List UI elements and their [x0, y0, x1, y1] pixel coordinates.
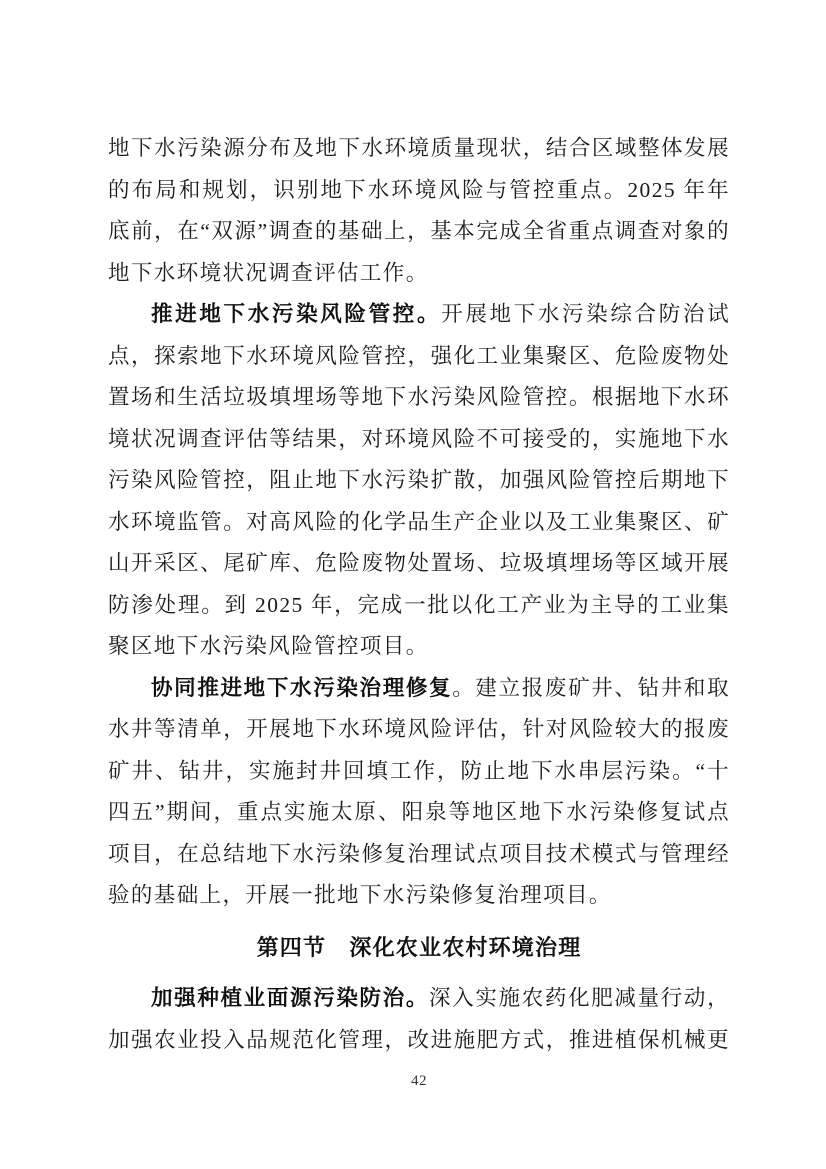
- paragraph-risk-control: [108, 294, 730, 668]
- paragraph-groundwater-survey: [108, 128, 730, 294]
- page-number: 42: [411, 1073, 427, 1089]
- paragraph-lead: 协同推进地下水污染治理修复: [151, 675, 453, 700]
- paragraph-lead: 推进地下水污染风险管控。: [151, 302, 442, 326]
- paragraph-text: 开展地下水污染综合防治试点，探索地下水环境风险管控，强化工业集聚区、危险废物处置场和生活垃圾填埋场等地下水污染风险管控。根据地下水环境状况调查评估等结果，对环境风险不可接受的，实施地下水污染风险管控，阻止地下水污染扩散，加强风险管控后期地下水环境监管。对高风险的化学品生产企业以及工业集聚区、矿山开采区、尾矿库、危险废物处置场、垃圾填埋场等区域开展防渗处理。到 2025 年，完成一批以化工产业为主导的工业集聚区地下水污染风险管控项目。: [108, 302, 730, 658]
- paragraph-agriculture: [108, 978, 730, 1061]
- paragraph-text: 。建立报废矿井、钻井和取水井等清单，开展地下水环境风险评估，针对风险较大的报废矿井、钻井，实施封井回填工作，防止地下水串层污染。“十四五”期间，重点实施太原、阳泉等地区地下水污染修复试点项目，在总结地下水污染修复治理试点项目技术模式与管理经验的基础上，开展一批地下水污染修复治理项目。: [108, 675, 730, 907]
- paragraph-remediation: [108, 668, 730, 917]
- paragraph-lead: 加强种植业面源污染防治。: [151, 986, 430, 1010]
- section-heading: 第四节 深化农业农村环境治理: [256, 934, 582, 960]
- paragraph-text: 地下水污染源分布及地下水环境质量现状，结合区域整体发展的布局和规划，识别地下水环境风险与管控重点。2025 年年底前，在“双源”调查的基础上，基本完成全省重点调查对象的地下水环境状况调查评估工作。: [108, 136, 730, 285]
- paragraph-text: 深入实施农药化肥减量行动，加强农业投入品规范化管理，改进施肥方式，推进植保机械更: [108, 986, 730, 1052]
